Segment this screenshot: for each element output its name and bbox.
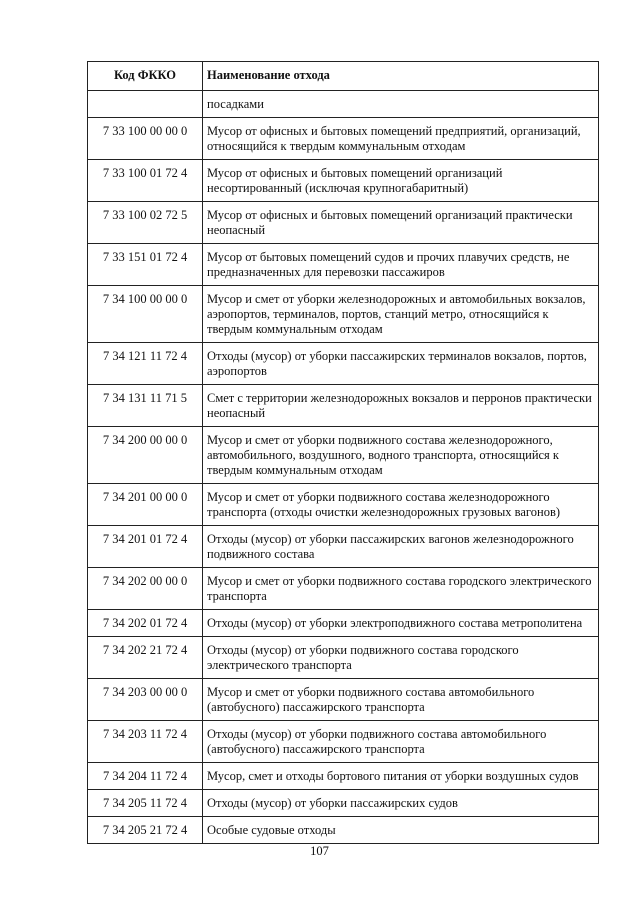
- fkko-code-cell: 7 33 100 00 00 0: [88, 118, 203, 160]
- table-row: [88, 91, 599, 118]
- table-row: [88, 286, 599, 343]
- waste-name-cell: Мусор от офисных и бытовых помещений организаций несортированный (исключая крупногабаритный): [203, 160, 599, 202]
- fkko-code-cell: [88, 91, 203, 118]
- table-row: [88, 637, 599, 679]
- waste-name-cell: Мусор и смет от уборки подвижного состава автомобильного (автобусного) пассажирского транспорта: [203, 679, 599, 721]
- fkko-code-cell: 7 34 203 11 72 4: [88, 721, 203, 763]
- waste-name-cell: Мусор и смет от уборки подвижного состава городского электрического транспорта: [203, 568, 599, 610]
- fkko-code-cell: 7 34 201 01 72 4: [88, 526, 203, 568]
- waste-name-cell: Отходы (мусор) от уборки пассажирских вагонов железнодорожного подвижного состава: [203, 526, 599, 568]
- fkko-code-cell: 7 34 100 00 00 0: [88, 286, 203, 343]
- table-row: [88, 484, 599, 526]
- table-row: [88, 244, 599, 286]
- waste-name-cell: Отходы (мусор) от уборки подвижного состава городского электрического транспорта: [203, 637, 599, 679]
- table-row: [88, 817, 599, 844]
- fkko-code-cell: 7 34 202 21 72 4: [88, 637, 203, 679]
- table-row: [88, 790, 599, 817]
- table-body: [88, 91, 599, 844]
- waste-name-cell: Отходы (мусор) от уборки пассажирских судов: [203, 790, 599, 817]
- table-row: [88, 118, 599, 160]
- waste-name-cell: Отходы (мусор) от уборки подвижного состава автомобильного (автобусного) пассажирского транспорта: [203, 721, 599, 763]
- waste-name-cell: Особые судовые отходы: [203, 817, 599, 844]
- waste-name-cell: Отходы (мусор) от уборки электроподвижного состава метрополитена: [203, 610, 599, 637]
- waste-name-cell: Мусор от офисных и бытовых помещений предприятий, организаций, относящийся к твердым коммунальным отходам: [203, 118, 599, 160]
- fkko-code-cell: 7 34 131 11 71 5: [88, 385, 203, 427]
- table-row: [88, 160, 599, 202]
- waste-name-cell: Отходы (мусор) от уборки пассажирских терминалов вокзалов, портов, аэропортов: [203, 343, 599, 385]
- fkko-code-cell: 7 34 202 00 00 0: [88, 568, 203, 610]
- fkko-code-cell: 7 34 121 11 72 4: [88, 343, 203, 385]
- table-row: [88, 385, 599, 427]
- fkko-waste-table: [87, 61, 599, 844]
- waste-name-cell: Мусор и смет от уборки железнодорожных и автомобильных вокзалов, аэропортов, терминалов, портов, станций метро, относящийся к твердым коммунальным отходам: [203, 286, 599, 343]
- column-header-name: Наименование отхода: [203, 62, 599, 91]
- fkko-code-cell: 7 33 100 02 72 5: [88, 202, 203, 244]
- waste-name-cell: Мусор и смет от уборки подвижного состава железнодорожного транспорта (отходы очистки железнодорожных грузовых вагонов): [203, 484, 599, 526]
- table-row: [88, 343, 599, 385]
- table-row: [88, 202, 599, 244]
- table-row: [88, 526, 599, 568]
- waste-name-cell: посадками: [203, 91, 599, 118]
- waste-name-cell: Мусор от бытовых помещений судов и прочих плавучих средств, не предназначенных для перевозки пассажиров: [203, 244, 599, 286]
- table-row: [88, 610, 599, 637]
- table-row: [88, 721, 599, 763]
- fkko-code-cell: 7 33 100 01 72 4: [88, 160, 203, 202]
- table-row: [88, 427, 599, 484]
- fkko-code-cell: 7 33 151 01 72 4: [88, 244, 203, 286]
- fkko-code-cell: 7 34 200 00 00 0: [88, 427, 203, 484]
- waste-name-cell: Мусор от офисных и бытовых помещений организаций практически неопасный: [203, 202, 599, 244]
- fkko-code-cell: 7 34 202 01 72 4: [88, 610, 203, 637]
- waste-name-cell: Мусор, смет и отходы бортового питания от уборки воздушных судов: [203, 763, 599, 790]
- fkko-code-cell: 7 34 201 00 00 0: [88, 484, 203, 526]
- table-header-row: [88, 62, 599, 91]
- table-row: [88, 568, 599, 610]
- waste-name-cell: Смет с территории железнодорожных вокзалов и перронов практически неопасный: [203, 385, 599, 427]
- fkko-code-cell: 7 34 203 00 00 0: [88, 679, 203, 721]
- fkko-code-cell: 7 34 204 11 72 4: [88, 763, 203, 790]
- waste-name-cell: Мусор и смет от уборки подвижного состава железнодорожного, автомобильного, воздушного, водного транспорта, относящийся к твердым коммунальным отходам: [203, 427, 599, 484]
- page-number: 107: [310, 844, 329, 858]
- fkko-code-cell: 7 34 205 11 72 4: [88, 790, 203, 817]
- table-row: [88, 763, 599, 790]
- column-header-code: Код ФККО: [88, 62, 203, 91]
- table-row: [88, 679, 599, 721]
- fkko-code-cell: 7 34 205 21 72 4: [88, 817, 203, 844]
